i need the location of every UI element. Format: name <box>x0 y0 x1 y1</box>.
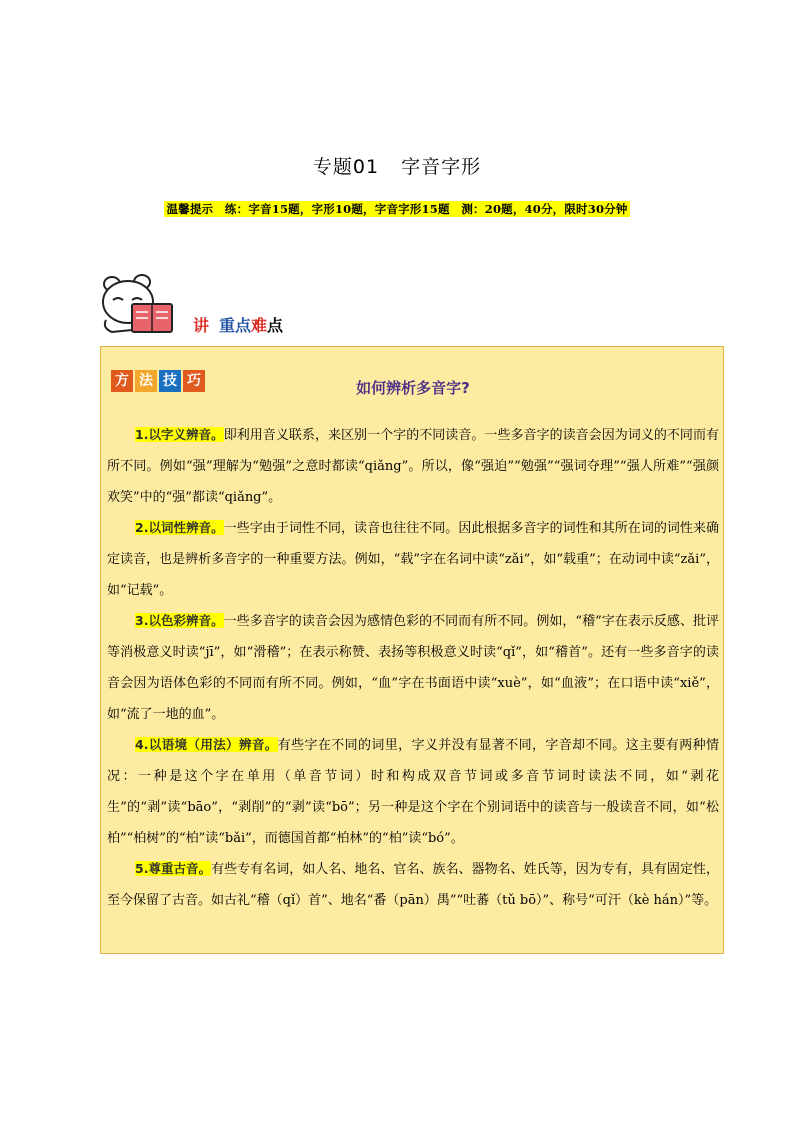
method-paragraph-1 <box>107 419 719 513</box>
method-tag: 技 <box>159 370 181 392</box>
paragraph-lead: 1.以字义辨音。 <box>135 427 224 442</box>
paragraph-lead: 2.以词性辨音。 <box>135 520 224 535</box>
section-heading-1: 讲 <box>193 316 210 335</box>
section-heading <box>193 313 283 336</box>
paragraph-text: 即利用音义联系，来区别一个字的不同读音。一些多音字的读音会因为词义的不同而有所不同。例如“强”理解为“勉强”之意时都读“qiǎng”。所以，像“强迫”“勉强”“强词夺理”“强人所难”“强颜欢笑”中的“强”都读“qiǎng”。 <box>107 428 719 505</box>
method-paragraph-4 <box>107 729 719 854</box>
method-paragraph-3 <box>107 605 719 730</box>
paragraph-text: 有些专有名词，如人名、地名、官名、族名、器物名、姓氏等，因为专有，具有固定性，至今保留了古音。如古礼“稽（qǐ）首”、地名“番（pān）禺”“吐蕃（tǔ bō）”、称号“可汗（kè hán）”等。 <box>107 862 719 908</box>
box-title: 如何辨析多音字? <box>356 379 470 397</box>
section-heading-2: 重点 <box>219 316 252 335</box>
section-heading-3: 难 <box>251 316 268 335</box>
title-part1: 专题01 <box>312 156 380 178</box>
reading-bear-icon <box>98 270 178 336</box>
tip-line <box>0 198 794 217</box>
paragraph-text: 一些字由于词性不同，读音也往往不同。因此根据多音字的词性和其所在词的词性来确定读音，也是辨析多音字的一种重要方法。例如，“载”字在名词中读“zǎi”，如“载重”；在动词中读“zǎi”，如“记载”。 <box>107 521 719 598</box>
page-title <box>0 152 794 179</box>
method-tag: 方 <box>111 370 133 392</box>
title-part2: 字音字形 <box>401 156 482 178</box>
section-heading-4: 点 <box>267 316 284 335</box>
method-paragraph-5 <box>107 853 719 916</box>
paragraph-text: 有些字在不同的词里，字义并没有显著不同，字音却不同。这主要有两种情况：一种是这个字在单用（单音节词）时和构成双音节词或多音节词时读法不同，如“剥花生”的“剥”读“bāo”，“剥削”的“剥”读“bō”；另一种是这个字在个别词语中的读音与一般读音不同，如“松柏”“柏树”的“柏”读“bǎi”，而德国首都“柏林”的“柏”读“bó”。 <box>107 738 719 846</box>
paragraph-lead: 3.以色彩辨音。 <box>135 613 224 628</box>
method-paragraph-2 <box>107 512 719 606</box>
method-tag: 法 <box>135 370 157 392</box>
paragraph-text: 一些多音字的读音会因为感情色彩的不同而有所不同。例如，“稽”字在表示反感、批评等消极意义时读“jī”，如“滑稽”；在表示称赞、表扬等积极意义时读“qǐ”，如“稽首”。还有一些多音字的读音会因为语体色彩的不同而有所不同。例如，“血”字在书面语中读“xuè”，如“血液”；在口语中读“xiě”，如“流了一地的血”。 <box>107 614 720 722</box>
tip-text: 温馨提示 练：字音15题，字形10题，字音字形15题 测：20题，40分，限时30分钟 <box>166 202 628 216</box>
paragraph-lead: 4.以语境（用法）辨音。 <box>135 737 278 752</box>
method-box <box>100 346 724 954</box>
paragraph-lead: 5.尊重古音。 <box>135 861 212 876</box>
method-tag: 巧 <box>183 370 205 392</box>
